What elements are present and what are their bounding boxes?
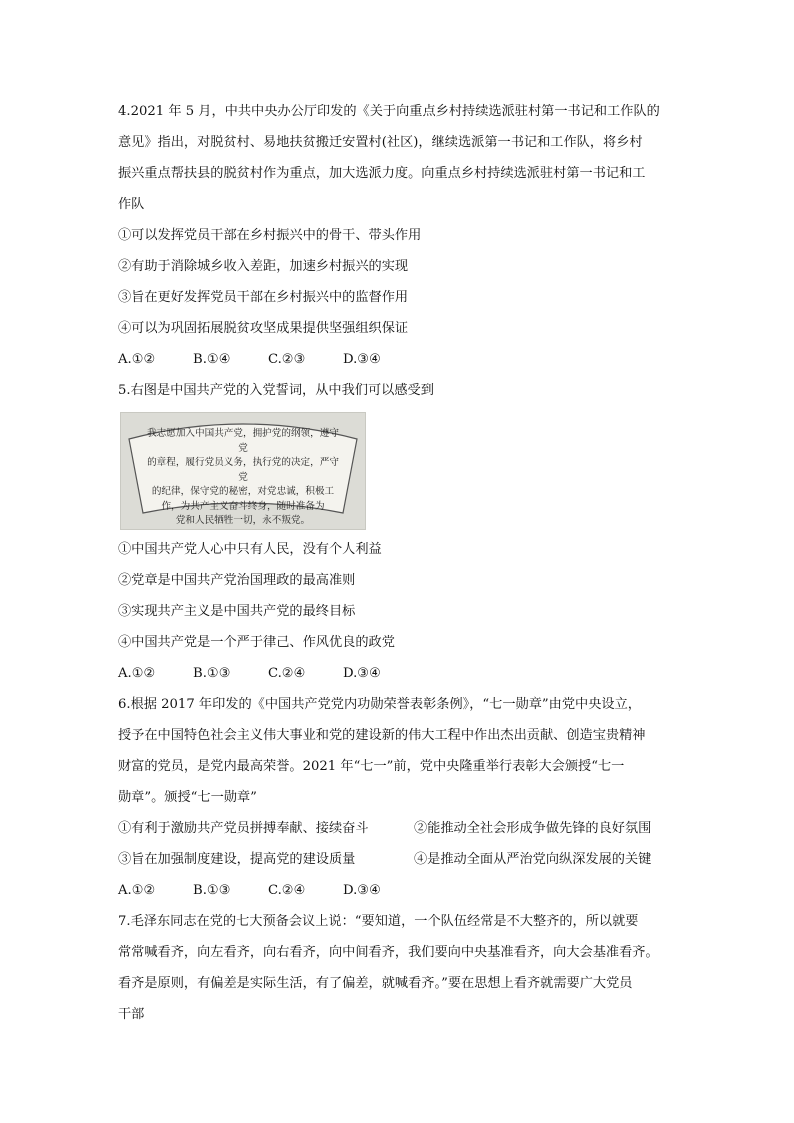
question-5-option-3: ③实现共产主义是中国共产党的最终目标 <box>118 604 356 619</box>
choice-b[interactable]: B.①③ <box>193 883 231 898</box>
choice-c[interactable]: C.②④ <box>268 883 306 898</box>
choice-d[interactable]: D.③④ <box>343 666 381 681</box>
oath-text <box>143 427 343 529</box>
question-7 <box>118 906 684 1030</box>
question-6-stem-line: 勋章”。颁授“七一勋章” <box>118 790 257 805</box>
choice-c[interactable]: C.②④ <box>268 666 306 681</box>
question-4-option-4: ④可以为巩固拓展脱贫攻坚成果提供坚强组织保证 <box>118 321 409 336</box>
question-6-option-1: ①有利于激励共产党员拼搏奉献、接续奋斗 <box>118 821 369 836</box>
oath-line: 的章程，履行党员义务，执行党的决定，严守党 <box>147 457 339 483</box>
question-7-stem-line: 7.毛泽东同志在党的七大预备会议上说：“要知道，一个队伍经常是不大整齐的，所以就要 <box>118 914 639 929</box>
question-6-option-2: ②能推动全社会形成争做先锋的良好氛围 <box>414 821 652 836</box>
choice-a[interactable]: A.①② <box>118 352 156 367</box>
exam-page <box>118 96 684 1030</box>
question-4-stem-line: 4.2021 年 5 月，中共中央办公厅印发的《关于向重点乡村持续选派驻村第一书记和工作队的 <box>118 104 660 119</box>
question-5-option-2: ②党章是中国共产党治国理政的最高准则 <box>118 573 356 588</box>
choice-d[interactable]: D.③④ <box>343 352 381 367</box>
question-4-stem-line: 作队 <box>118 197 145 212</box>
question-7-stem-line: 干部 <box>118 1007 145 1022</box>
choice-b[interactable]: B.①④ <box>193 352 231 367</box>
question-4-choices <box>118 344 684 375</box>
question-7-stem-line: 常常喊看齐，向左看齐，向右看齐，向中间看齐，我们要向中央基准看齐，向大会基准看齐。 <box>118 945 659 960</box>
question-5-stem: 5.右图是中国共产党的入党誓词，从中我们可以感受到 <box>118 383 434 398</box>
oath-image <box>120 412 366 530</box>
question-6-choices <box>118 875 684 906</box>
question-4-option-1: ①可以发挥党员干部在乡村振兴中的骨干、带头作用 <box>118 228 422 243</box>
question-4-stem-line: 振兴重点帮扶县的脱贫村作为重点，加大选派力度。向重点乡村持续选派驻村第一书记和工 <box>118 166 646 181</box>
question-4 <box>118 96 684 375</box>
choice-a[interactable]: A.①② <box>118 666 156 681</box>
choice-c[interactable]: C.②③ <box>268 352 306 367</box>
question-5 <box>118 375 684 689</box>
question-5-option-1: ①中国共产党人心中只有人民，没有个人利益 <box>118 542 382 557</box>
question-6-options-row-1 <box>118 813 684 844</box>
question-6-stem-line: 6.根据 2017 年印发的《中国共产党党内功勋荣誉表彰条例》，“七一勋章”由党中央设立， <box>118 697 641 712</box>
question-4-stem-line: 意见》指出，对脱贫村、易地扶贫搬迁安置村(社区)，继续选派第一书记和工作队，将乡村 <box>118 135 643 150</box>
question-4-option-2: ②有助于消除城乡收入差距，加速乡村振兴的实现 <box>118 259 409 274</box>
question-6-stem-line: 授予在中国特色社会主义伟大事业和党的建设新的伟大工程中作出杰出贡献、创造宝贵精神 <box>118 728 646 743</box>
question-7-stem-line: 看齐是原则，有偏差是实际生活，有了偏差，就喊看齐。”要在思想上看齐就需要广大党员 <box>118 976 633 991</box>
choice-d[interactable]: D.③④ <box>343 883 381 898</box>
question-4-option-3: ③旨在更好发挥党员干部在乡村振兴中的监督作用 <box>118 290 409 305</box>
question-6-options-row-2 <box>118 844 684 875</box>
choice-a[interactable]: A.①② <box>118 883 156 898</box>
question-6-option-3: ③旨在加强制度建设，提高党的建设质量 <box>118 852 356 867</box>
question-5-choices <box>118 658 684 689</box>
choice-b[interactable]: B.①③ <box>193 666 231 681</box>
oath-line: 我志愿加入中国共产党，拥护党的纲领，遵守党 <box>147 428 339 454</box>
question-6-stem-line: 财富的党员，是党内最高荣誉。2021 年“七一”前，党中央隆重举行表彰大会颁授“七一 <box>118 759 625 774</box>
oath-line: 的纪律，保守党的秘密，对党忠诚，积极工 <box>151 486 335 497</box>
question-6-option-4: ④是推动全面从严治党向纵深发展的关键 <box>414 852 652 867</box>
question-6 <box>118 689 684 906</box>
oath-line: 党和人民牺牲一切，永不叛党。 <box>175 515 311 526</box>
question-5-option-4: ④中国共产党是一个严于律己、作风优良的政党 <box>118 635 395 650</box>
oath-line: 作，为共产主义奋斗终身，随时准备为 <box>161 500 325 512</box>
